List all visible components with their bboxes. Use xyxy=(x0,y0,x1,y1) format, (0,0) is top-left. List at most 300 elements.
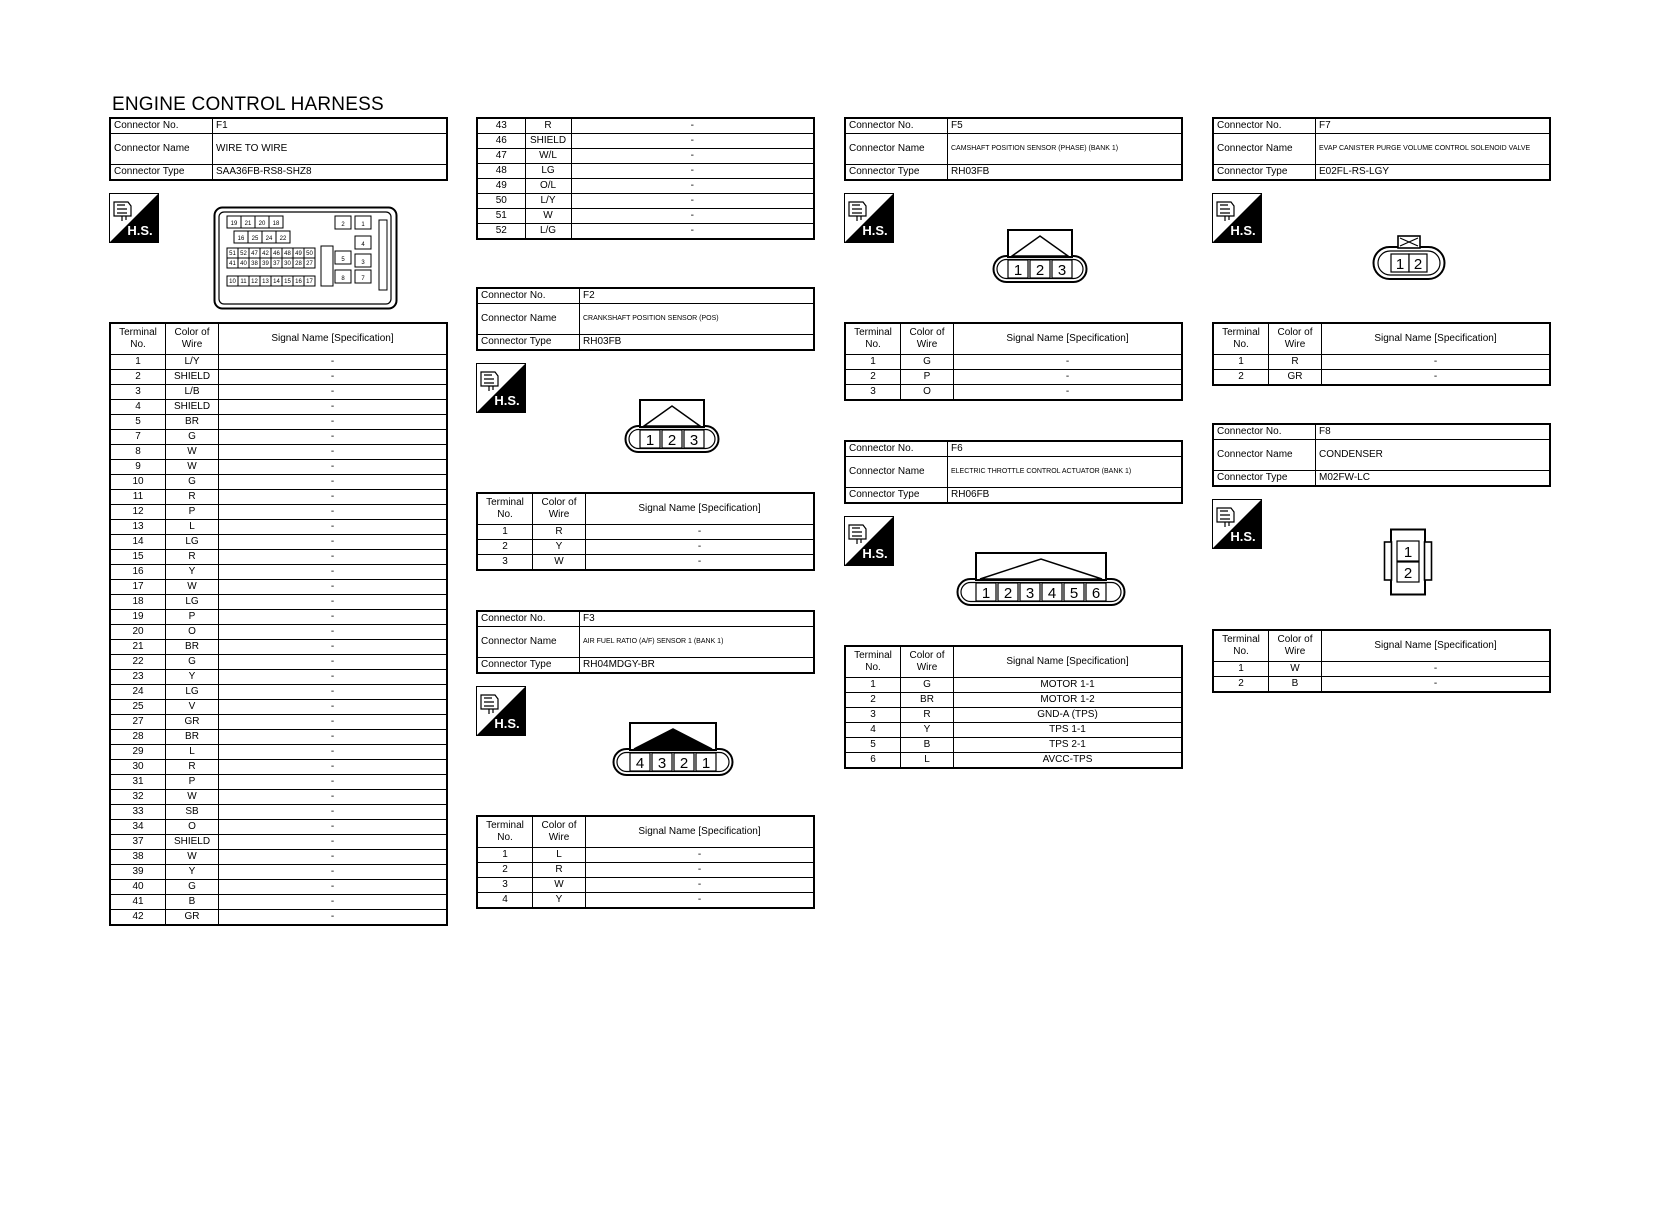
terminal-number: 38 xyxy=(110,850,166,865)
table-row xyxy=(110,865,447,880)
pin-number: 17 xyxy=(306,279,313,285)
wire-color: W xyxy=(533,878,586,893)
terminal-number: 8 xyxy=(110,445,166,460)
terminal-number: 12 xyxy=(110,505,166,520)
pin-number: 12 xyxy=(251,279,258,285)
signal-name: - xyxy=(571,209,814,224)
table-row xyxy=(845,723,1182,738)
terminal-no-header: Terminal No. xyxy=(845,323,901,355)
terminal-no-header: Terminal No. xyxy=(110,323,166,355)
table-row xyxy=(477,118,814,134)
table-row xyxy=(477,164,814,179)
pin-number: 37 xyxy=(273,261,280,267)
table-row xyxy=(110,820,447,835)
terminal-number: 2 xyxy=(1213,677,1269,693)
table-row xyxy=(477,863,814,878)
table-row xyxy=(110,490,447,505)
terminal-number: 27 xyxy=(110,715,166,730)
signal-name: - xyxy=(219,490,448,505)
signal-name: - xyxy=(219,895,448,910)
terminal-number: 15 xyxy=(110,550,166,565)
f8-connector-diagram xyxy=(1383,528,1433,596)
pin-number: 27 xyxy=(306,261,313,267)
table-row xyxy=(110,535,447,550)
signal-name: - xyxy=(219,610,448,625)
table-row xyxy=(845,385,1182,401)
terminal-number: 50 xyxy=(477,194,525,209)
pin-number: 48 xyxy=(284,251,291,257)
wire-color: G xyxy=(901,678,954,693)
table-row xyxy=(477,540,814,555)
terminal-number: 13 xyxy=(110,520,166,535)
pin-number: 39 xyxy=(262,261,269,267)
f5-connector-diagram xyxy=(992,228,1088,284)
table-row xyxy=(110,730,447,745)
terminal-number: 1 xyxy=(1213,355,1269,370)
table-row xyxy=(477,893,814,909)
terminal-number: 51 xyxy=(477,209,525,224)
terminal-number: 14 xyxy=(110,535,166,550)
terminal-number: 1 xyxy=(1213,662,1269,677)
f1-terminal-table xyxy=(109,322,448,926)
signal-name: - xyxy=(219,670,448,685)
wire-color: GR xyxy=(166,715,219,730)
pin-number: 19 xyxy=(230,221,238,227)
table-row xyxy=(845,738,1182,753)
signal-name: - xyxy=(1322,370,1551,386)
connector-no-value: F5 xyxy=(948,118,1183,134)
wire-color: R xyxy=(166,760,219,775)
connector-type-label: Connector Type xyxy=(110,165,213,181)
color-header: Color of Wire xyxy=(1269,323,1322,355)
connector-no-label: Connector No. xyxy=(477,611,580,627)
table-row xyxy=(1213,662,1550,677)
connector-name-label: Connector Name xyxy=(1213,440,1316,471)
wire-color: L/Y xyxy=(525,194,571,209)
connector-name-label: Connector Name xyxy=(845,134,948,165)
signal-name: TPS 1-1 xyxy=(954,723,1183,738)
connector-name-label: Connector Name xyxy=(477,627,580,658)
signal-name: - xyxy=(219,355,448,370)
wire-color: O xyxy=(166,625,219,640)
color-header: Color of Wire xyxy=(166,323,219,355)
connector-name-value: ELECTRIC THROTTLE CONTROL ACTUATOR (BANK 1) xyxy=(948,457,1183,488)
table-row xyxy=(110,640,447,655)
table-row xyxy=(110,850,447,865)
table-row xyxy=(845,753,1182,769)
wire-color: BR xyxy=(901,693,954,708)
table-row xyxy=(845,678,1182,693)
terminal-number: 4 xyxy=(845,723,901,738)
terminal-number: 34 xyxy=(110,820,166,835)
terminal-no-header: Terminal No. xyxy=(477,816,533,848)
wire-color: L/B xyxy=(166,385,219,400)
harness-side-icon xyxy=(844,516,894,566)
terminal-number: 40 xyxy=(110,880,166,895)
signal-header: Signal Name [Specification] xyxy=(1322,323,1551,355)
f3-terminal-table xyxy=(476,815,815,909)
table-row xyxy=(845,693,1182,708)
wire-color: W xyxy=(166,850,219,865)
pin-number: 3 xyxy=(1057,262,1067,279)
svg-text:H.S.: H.S. xyxy=(862,223,888,238)
table-row xyxy=(110,610,447,625)
terminal-number: 3 xyxy=(477,555,533,571)
table-row xyxy=(110,460,447,475)
table-row xyxy=(477,555,814,571)
table-row xyxy=(110,400,447,415)
connector-type-label: Connector Type xyxy=(845,165,948,181)
signal-name: - xyxy=(219,460,448,475)
terminal-number: 22 xyxy=(110,655,166,670)
connector-no-label: Connector No. xyxy=(845,441,948,457)
wire-color: W xyxy=(166,580,219,595)
f1-connector-diagram xyxy=(213,206,398,310)
wire-color: G xyxy=(166,655,219,670)
table-row xyxy=(110,430,447,445)
wire-color: G xyxy=(166,475,219,490)
terminal-number: 2 xyxy=(845,370,901,385)
table-row xyxy=(110,670,447,685)
pin-number: 1 xyxy=(1395,256,1405,273)
signal-name: - xyxy=(219,535,448,550)
table-row xyxy=(110,835,447,850)
wire-color: LG xyxy=(166,535,219,550)
signal-name: MOTOR 1-2 xyxy=(954,693,1183,708)
signal-name: TPS 2-1 xyxy=(954,738,1183,753)
terminal-number: 3 xyxy=(845,385,901,401)
signal-name: - xyxy=(219,505,448,520)
signal-name: - xyxy=(219,520,448,535)
wire-color: Y xyxy=(901,723,954,738)
signal-header: Signal Name [Specification] xyxy=(954,323,1183,355)
table-row xyxy=(110,415,447,430)
f1-terminal-table-continued xyxy=(476,117,815,240)
signal-name: - xyxy=(219,880,448,895)
wire-color: R xyxy=(166,490,219,505)
pin-number: 20 xyxy=(258,221,266,227)
color-header: Color of Wire xyxy=(533,816,586,848)
signal-name: - xyxy=(1322,677,1551,693)
wire-color: GR xyxy=(1269,370,1322,386)
signal-name: - xyxy=(219,625,448,640)
table-row xyxy=(110,790,447,805)
wire-color: Y xyxy=(166,670,219,685)
wire-color: SHIELD xyxy=(166,400,219,415)
table-row xyxy=(110,445,447,460)
connector-type-value: M02FW-LC xyxy=(1316,471,1551,487)
terminal-number: 9 xyxy=(110,460,166,475)
signal-name: - xyxy=(219,760,448,775)
wire-color: W xyxy=(533,555,586,571)
pin-number: 22 xyxy=(279,236,287,242)
wire-color: G xyxy=(166,430,219,445)
pin-number: 1 xyxy=(1403,544,1413,561)
signal-name: - xyxy=(571,134,814,149)
terminal-number: 2 xyxy=(110,370,166,385)
table-row xyxy=(110,910,447,926)
f8-info xyxy=(1212,423,1551,487)
terminal-number: 1 xyxy=(110,355,166,370)
wire-color: B xyxy=(166,895,219,910)
terminal-no-header: Terminal No. xyxy=(1213,323,1269,355)
connector-name-value: AIR FUEL RATIO (A/F) SENSOR 1 (BANK 1) xyxy=(580,627,815,658)
pin-number: 3 xyxy=(361,260,365,266)
table-row xyxy=(477,179,814,194)
pin-number: 3 xyxy=(657,755,667,772)
wire-color: O/L xyxy=(525,179,571,194)
signal-name: - xyxy=(586,863,815,878)
terminal-number: 43 xyxy=(477,118,525,134)
wire-color: O xyxy=(901,385,954,401)
table-row xyxy=(110,595,447,610)
connector-name-label: Connector Name xyxy=(477,304,580,335)
signal-name: - xyxy=(219,850,448,865)
table-row xyxy=(110,700,447,715)
signal-name: - xyxy=(219,655,448,670)
connector-no-value: F7 xyxy=(1316,118,1551,134)
pin-number: 51 xyxy=(229,251,236,257)
terminal-number: 21 xyxy=(110,640,166,655)
terminal-number: 46 xyxy=(477,134,525,149)
signal-name: - xyxy=(954,370,1183,385)
signal-name: MOTOR 1-1 xyxy=(954,678,1183,693)
connector-no-value: F3 xyxy=(580,611,815,627)
table-row xyxy=(110,760,447,775)
signal-name: - xyxy=(219,745,448,760)
signal-name: - xyxy=(571,194,814,209)
table-row xyxy=(110,895,447,910)
connector-type-label: Connector Type xyxy=(477,335,580,351)
f3-connector-diagram xyxy=(612,721,734,777)
terminal-number: 41 xyxy=(110,895,166,910)
table-row xyxy=(477,525,814,540)
pin-number: 2 xyxy=(679,755,689,772)
f2-terminal-table xyxy=(476,492,815,571)
f7-info xyxy=(1212,117,1551,181)
signal-name: - xyxy=(954,355,1183,370)
connector-type-label: Connector Type xyxy=(1213,165,1316,181)
signal-name: - xyxy=(571,149,814,164)
signal-name: - xyxy=(219,910,448,926)
terminal-number: 28 xyxy=(110,730,166,745)
terminal-number: 11 xyxy=(110,490,166,505)
table-row xyxy=(110,805,447,820)
wire-color: P xyxy=(166,505,219,520)
signal-name: - xyxy=(586,525,815,540)
terminal-number: 17 xyxy=(110,580,166,595)
terminal-number: 3 xyxy=(845,708,901,723)
connector-no-label: Connector No. xyxy=(1213,424,1316,440)
table-row xyxy=(477,224,814,240)
wire-color: GR xyxy=(166,910,219,926)
pin-number: 2 xyxy=(1403,565,1413,582)
table-row xyxy=(110,775,447,790)
connector-name-label: Connector Name xyxy=(110,134,213,165)
pin-number: 52 xyxy=(240,251,247,257)
terminal-number: 25 xyxy=(110,700,166,715)
table-row xyxy=(477,194,814,209)
signal-name: - xyxy=(219,415,448,430)
wire-color: SHIELD xyxy=(166,370,219,385)
pin-number: 15 xyxy=(284,279,291,285)
signal-name: - xyxy=(586,878,815,893)
pin-number: 24 xyxy=(265,236,273,242)
connector-no-label: Connector No. xyxy=(110,118,213,134)
signal-name: - xyxy=(954,385,1183,401)
connector-type-value: RH03FB xyxy=(948,165,1183,181)
connector-no-label: Connector No. xyxy=(1213,118,1316,134)
pin-number: 4 xyxy=(1047,585,1057,602)
f6-info xyxy=(844,440,1183,504)
f5-terminal-table xyxy=(844,322,1183,401)
f6-terminal-table xyxy=(844,645,1183,769)
pin-number: 13 xyxy=(262,279,269,285)
signal-name: - xyxy=(219,730,448,745)
signal-header: Signal Name [Specification] xyxy=(219,323,448,355)
f7-terminal-table xyxy=(1212,322,1551,386)
terminal-number: 49 xyxy=(477,179,525,194)
wire-color: SHIELD xyxy=(166,835,219,850)
terminal-number: 30 xyxy=(110,760,166,775)
terminal-number: 4 xyxy=(477,893,533,909)
terminal-number: 19 xyxy=(110,610,166,625)
signal-name: - xyxy=(219,445,448,460)
terminal-number: 42 xyxy=(110,910,166,926)
terminal-number: 1 xyxy=(845,678,901,693)
signal-name: - xyxy=(219,565,448,580)
signal-name: - xyxy=(219,865,448,880)
table-row xyxy=(110,370,447,385)
signal-name: - xyxy=(219,820,448,835)
wire-color: G xyxy=(901,355,954,370)
svg-text:H.S.: H.S. xyxy=(1230,529,1256,544)
f2-connector-diagram xyxy=(624,398,720,454)
color-header: Color of Wire xyxy=(901,323,954,355)
pin-number: 50 xyxy=(306,251,313,257)
wire-color: R xyxy=(533,863,586,878)
pin-number: 4 xyxy=(361,242,365,248)
terminal-number: 2 xyxy=(845,693,901,708)
signal-header: Signal Name [Specification] xyxy=(586,816,815,848)
terminal-number: 6 xyxy=(845,753,901,769)
signal-name: - xyxy=(571,118,814,134)
harness-side-icon xyxy=(844,193,894,243)
svg-text:H.S.: H.S. xyxy=(1230,223,1256,238)
terminal-number: 5 xyxy=(110,415,166,430)
terminal-number: 7 xyxy=(110,430,166,445)
svg-text:H.S.: H.S. xyxy=(127,223,153,238)
pin-number: 21 xyxy=(244,221,252,227)
color-header: Color of Wire xyxy=(1269,630,1322,662)
f7-connector-diagram xyxy=(1372,233,1446,283)
wire-color: BR xyxy=(166,415,219,430)
pin-number: 8 xyxy=(341,276,345,282)
table-row xyxy=(110,685,447,700)
wire-color: W xyxy=(525,209,571,224)
connector-name-label: Connector Name xyxy=(845,457,948,488)
pin-number: 1 xyxy=(701,755,711,772)
connector-type-value: RH04MDGY-BR xyxy=(580,658,815,674)
svg-text:H.S.: H.S. xyxy=(494,393,520,408)
signal-name: - xyxy=(219,715,448,730)
terminal-number: 5 xyxy=(845,738,901,753)
pin-number: 3 xyxy=(689,432,699,449)
table-row xyxy=(110,565,447,580)
table-row xyxy=(110,385,447,400)
page-title: ENGINE CONTROL HARNESS xyxy=(112,94,384,115)
connector-type-label: Connector Type xyxy=(477,658,580,674)
signal-name: - xyxy=(571,164,814,179)
terminal-number: 16 xyxy=(110,565,166,580)
pin-number: 4 xyxy=(635,755,645,772)
wire-color: W xyxy=(166,445,219,460)
wire-color: R xyxy=(166,550,219,565)
f5-info xyxy=(844,117,1183,181)
table-row xyxy=(110,715,447,730)
table-row xyxy=(110,355,447,370)
wire-color: B xyxy=(901,738,954,753)
wire-color: W xyxy=(166,790,219,805)
pin-number: 2 xyxy=(1035,262,1045,279)
table-row xyxy=(110,625,447,640)
wire-color: SHIELD xyxy=(525,134,571,149)
wire-color: R xyxy=(533,525,586,540)
table-row xyxy=(1213,677,1550,693)
terminal-number: 31 xyxy=(110,775,166,790)
signal-name: - xyxy=(586,848,815,863)
connector-name-value: CAMSHAFT POSITION SENSOR (PHASE) (BANK 1) xyxy=(948,134,1183,165)
f1-info xyxy=(109,117,448,181)
f6-connector-diagram xyxy=(956,551,1126,607)
svg-text:H.S.: H.S. xyxy=(494,716,520,731)
svg-text:H.S.: H.S. xyxy=(862,546,888,561)
connector-type-label: Connector Type xyxy=(1213,471,1316,487)
terminal-number: 47 xyxy=(477,149,525,164)
wire-color: Y xyxy=(166,865,219,880)
pin-number: 2 xyxy=(1003,585,1013,602)
signal-name: - xyxy=(219,595,448,610)
pin-number: 16 xyxy=(295,279,302,285)
signal-name: - xyxy=(219,370,448,385)
terminal-number: 3 xyxy=(110,385,166,400)
pin-number: 2 xyxy=(1413,256,1423,273)
table-row xyxy=(110,475,447,490)
wire-color: BR xyxy=(166,730,219,745)
pin-number: 16 xyxy=(237,236,245,242)
wire-color: R xyxy=(525,118,571,134)
wire-color: G xyxy=(166,880,219,895)
table-row xyxy=(477,134,814,149)
wire-color: W/L xyxy=(525,149,571,164)
pin-number: 38 xyxy=(251,261,258,267)
wire-color: W xyxy=(1269,662,1322,677)
f3-info xyxy=(476,610,815,674)
connector-no-label: Connector No. xyxy=(477,288,580,304)
pin-number: 1 xyxy=(981,585,991,602)
wire-color: Y xyxy=(533,540,586,555)
table-row xyxy=(110,580,447,595)
wire-color: L xyxy=(533,848,586,863)
signal-name: - xyxy=(219,790,448,805)
wire-color: LG xyxy=(525,164,571,179)
table-row xyxy=(110,520,447,535)
pin-number: 11 xyxy=(240,279,247,285)
terminal-number: 37 xyxy=(110,835,166,850)
signal-name: - xyxy=(219,640,448,655)
signal-name: - xyxy=(1322,355,1551,370)
signal-name: - xyxy=(586,893,815,909)
